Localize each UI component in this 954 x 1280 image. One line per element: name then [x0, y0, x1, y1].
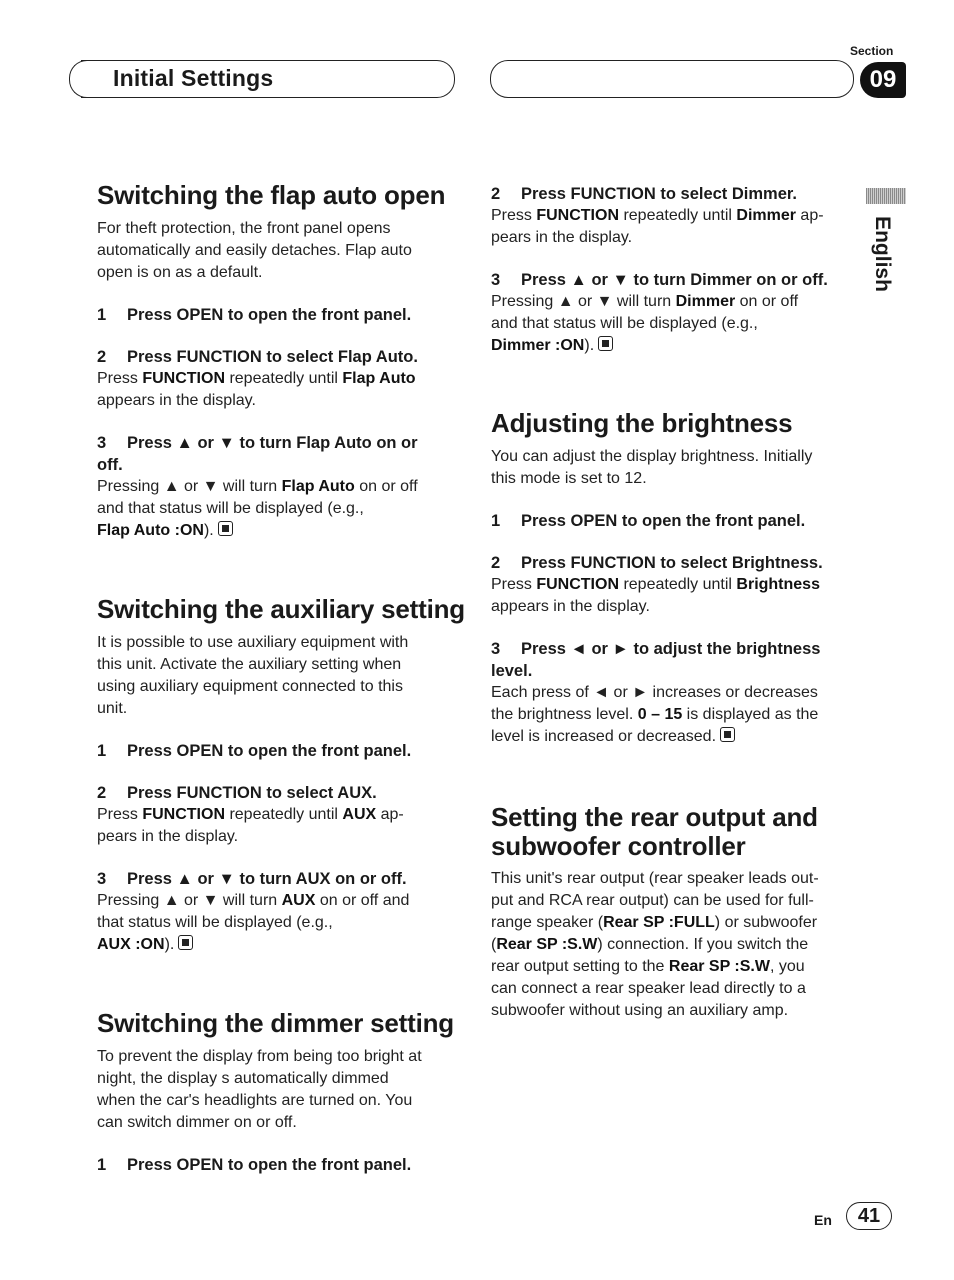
heading-rear-output-2: subwoofer controller [491, 831, 746, 861]
rear-text-6: can connect a rear speaker lead directly to a [491, 980, 806, 997]
aux-step-2-text: Press FUNCTION repeatedly until AUX ap- [97, 806, 404, 823]
dimmer-intro-1: To prevent the display from being too bright at [97, 1048, 422, 1065]
flap-step-2: 2 Press FUNCTION to select Flap Auto. [97, 348, 418, 366]
footer-language: En [814, 1212, 832, 1228]
page-number: 41 [846, 1202, 892, 1230]
flap-step-3-text-3: Flap Auto :ON). [97, 520, 233, 542]
flap-intro-3: open is on as a default. [97, 264, 263, 281]
rear-text-3: range speaker (Rear SP :FULL) or subwoofer [491, 914, 818, 931]
flap-intro-2: automatically and easily detaches. Flap auto [97, 242, 412, 259]
aux-step-1: 1 Press OPEN to open the front panel. [97, 742, 412, 760]
dimmer-step-3-text: Pressing ▲ or ▼ will turn Dimmer on or off [491, 293, 799, 310]
aux-step-3-text: Pressing ▲ or ▼ will turn AUX on or off and [97, 892, 410, 909]
heading-flap-auto-open: Switching the flap auto open [97, 180, 446, 210]
dimmer-step-2-text-2: pears in the display. [491, 229, 633, 246]
end-mark-icon [178, 935, 193, 950]
rear-text-1: This unit's rear output (rear speaker leads out- [491, 870, 819, 887]
aux-step-3: 3 Press ▲ or ▼ to turn AUX on or off. [97, 870, 407, 888]
aux-step-3-text-3: AUX :ON). [97, 934, 193, 956]
bright-step-2-text: Press FUNCTION repeatedly until Brightness [491, 576, 820, 593]
dimmer-intro-4: can switch dimmer on or off. [97, 1114, 297, 1131]
bright-step-3-text-2: the brightness level. 0 – 15 is displayed as the [491, 706, 819, 723]
language-tab [858, 214, 906, 294]
flap-step-2-text: Press FUNCTION repeatedly until Flap Auto [97, 370, 416, 387]
heading-rear-output-1: Setting the rear output and [491, 802, 818, 832]
flap-step-1: 1 Press OPEN to open the front panel. [97, 306, 412, 324]
aux-intro-3: using auxiliary equipment connected to this [97, 678, 403, 695]
flap-step-3-text-2: and that status will be displayed (e.g., [97, 500, 364, 517]
dimmer-intro-2: night, the display s automatically dimmed [97, 1070, 389, 1087]
language-tab-bar [866, 188, 906, 204]
bright-step-3-cont: level. [491, 662, 533, 680]
page-title: Initial Settings [113, 65, 274, 91]
end-mark-icon [218, 521, 233, 536]
bright-step-3: 3 Press ◄ or ► to adjust the brightness [491, 640, 821, 658]
aux-step-3-text-2: that status will be displayed (e.g., [97, 914, 333, 931]
section-number-badge: 09 [860, 62, 906, 98]
flap-intro-1: For theft protection, the front panel opens [97, 220, 391, 237]
bright-step-2-text-2: appears in the display. [491, 598, 650, 615]
section-label: Section [850, 44, 894, 58]
heading-dimmer: Switching the dimmer setting [97, 1008, 454, 1038]
aux-step-2: 2 Press FUNCTION to select AUX. [97, 784, 377, 802]
bright-step-3-text-3: level is increased or decreased. [491, 726, 735, 748]
dimmer-intro-3: when the car's headlights are turned on. You [97, 1092, 413, 1109]
dimmer-step-3: 3 Press ▲ or ▼ to turn Dimmer on or off. [491, 271, 828, 289]
dimmer-step-2: 2 Press FUNCTION to select Dimmer. [491, 185, 798, 203]
dimmer-step-2-text: Press FUNCTION repeatedly until Dimmer ap- [491, 207, 824, 224]
flap-step-2-text-2: appears in the display. [97, 392, 256, 409]
end-mark-icon [598, 336, 613, 351]
bright-intro-2: this mode is set to 12. [491, 470, 647, 487]
dimmer-step-3-text-3: Dimmer :ON). [491, 335, 613, 357]
rear-text-7: subwoofer without using an auxiliary amp. [491, 1002, 789, 1019]
aux-intro-2: this unit. Activate the auxiliary setting when [97, 656, 402, 673]
aux-intro-4: unit. [97, 700, 128, 717]
flap-step-3-cont: off. [97, 456, 123, 474]
heading-brightness: Adjusting the brightness [491, 408, 793, 438]
flap-step-3-text: Pressing ▲ or ▼ will turn Flap Auto on or off [97, 478, 418, 495]
bright-intro-1: You can adjust the display brightness. Initially [491, 448, 813, 465]
aux-intro-1: It is possible to use auxiliary equipment with [97, 634, 409, 651]
dimmer-step-1: 1 Press OPEN to open the front panel. [97, 1156, 412, 1174]
end-mark-icon [720, 727, 735, 742]
flap-step-3: 3 Press ▲ or ▼ to turn Flap Auto on or [97, 434, 418, 452]
dimmer-step-3-text-2: and that status will be displayed (e.g., [491, 315, 758, 332]
heading-auxiliary: Switching the auxiliary setting [97, 594, 465, 624]
bright-step-2: 2 Press FUNCTION to select Brightness. [491, 554, 823, 572]
rear-text-4: (Rear SP :S.W) connection. If you switch the [491, 936, 809, 953]
language-label: English [871, 216, 894, 292]
rear-text-5: rear output setting to the Rear SP :S.W, you [491, 958, 805, 975]
aux-step-2-text-2: pears in the display. [97, 828, 239, 845]
rear-text-2: put and RCA rear output) can be used for full- [491, 892, 814, 909]
bright-step-3-text: Each press of ◄ or ► increases or decreases [491, 684, 818, 701]
bright-step-1: 1 Press OPEN to open the front panel. [491, 512, 806, 530]
header-frame-right [490, 60, 854, 98]
